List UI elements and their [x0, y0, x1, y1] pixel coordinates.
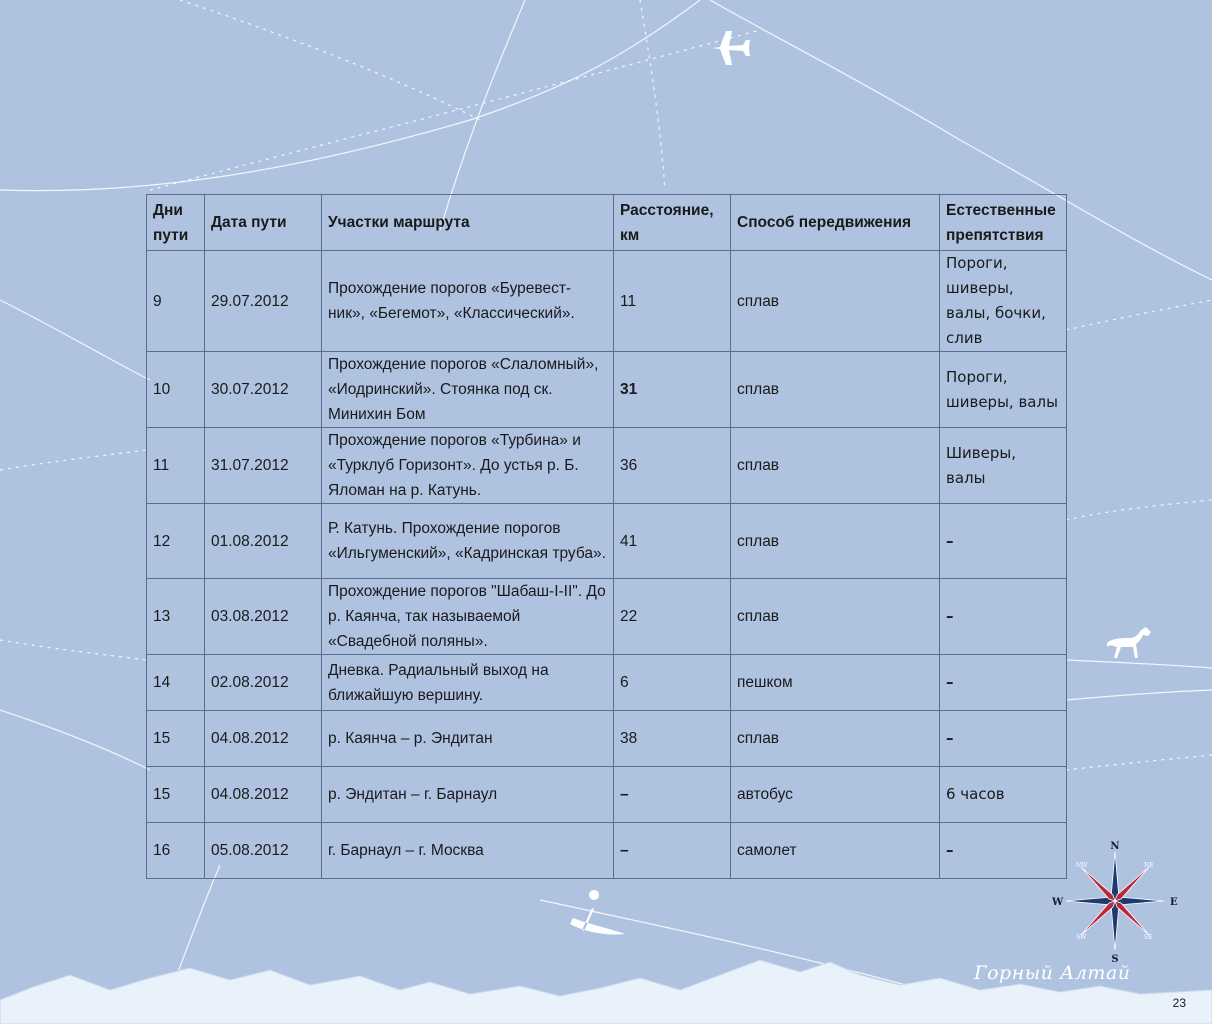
table-row — [147, 655, 1067, 711]
compass-w: W — [1052, 897, 1064, 908]
header-date: Дата пути — [205, 195, 322, 251]
cell-day: 13 — [147, 579, 205, 655]
cell-distance: 41 — [614, 504, 731, 579]
horse-icon — [1107, 627, 1151, 658]
cell-day: 10 — [147, 352, 205, 428]
cell-obstacles: – — [940, 579, 1067, 655]
cell-segment: р. Эндитан – г. Барнаул — [322, 767, 614, 823]
cell-transport: сплав — [731, 428, 940, 504]
cell-date: 02.08.2012 — [205, 655, 322, 711]
cell-transport: сплав — [731, 504, 940, 579]
compass-n: N — [1110, 841, 1120, 852]
table-header-row — [147, 195, 1067, 251]
cell-date: 29.07.2012 — [205, 251, 322, 352]
table-row — [147, 767, 1067, 823]
cell-obstacles: Пороги, шиверы, валы — [940, 352, 1067, 428]
cell-transport: сплав — [731, 352, 940, 428]
cell-transport: автобус — [731, 767, 940, 823]
cell-distance: 11 — [614, 251, 731, 352]
airplane-icon — [712, 31, 750, 65]
compass-nw: NW — [1076, 862, 1088, 869]
compass-ne: NE — [1144, 862, 1154, 869]
cell-obstacles: – — [940, 504, 1067, 579]
cell-obstacles: Пороги, шиверы, валы, бочки, слив — [940, 251, 1067, 352]
table-row — [147, 579, 1067, 655]
cell-obstacles: – — [940, 711, 1067, 767]
cell-obstacles: – — [940, 823, 1067, 879]
table-row — [147, 504, 1067, 579]
cell-day: 16 — [147, 823, 205, 879]
compass-s: S — [1111, 954, 1119, 965]
cell-transport: самолет — [731, 823, 940, 879]
brand-signature: Горный Алтай — [974, 962, 1131, 984]
cell-date: 30.07.2012 — [205, 352, 322, 428]
compass-sw: SW — [1076, 934, 1087, 941]
cell-date: 04.08.2012 — [205, 711, 322, 767]
header-obstacles: Естественные препятствия — [940, 195, 1067, 251]
cell-day: 14 — [147, 655, 205, 711]
cell-segment: Дневка. Радиальный выход на ближайшую вершину. — [322, 655, 614, 711]
cell-day: 15 — [147, 711, 205, 767]
cell-transport: сплав — [731, 579, 940, 655]
header-distance: Расстояние, км — [614, 195, 731, 251]
compass-rose — [1051, 841, 1178, 965]
cell-segment: Прохождение порогов «Буревест-ник», «Бегемот», «Классический». — [322, 251, 614, 352]
cell-day: 11 — [147, 428, 205, 504]
cell-day: 9 — [147, 251, 205, 352]
cell-segment: р. Каянча – р. Эндитан — [322, 711, 614, 767]
cell-day: 15 — [147, 767, 205, 823]
cell-segment: Прохождение порогов «Слаломный», «Иодринский». Стоянка под ск. Минихин Бом — [322, 352, 614, 428]
cell-date: 05.08.2012 — [205, 823, 322, 879]
table-row — [147, 711, 1067, 767]
route-table — [146, 194, 1067, 879]
page-number: 23 — [1172, 996, 1186, 1010]
cell-obstacles: – — [940, 655, 1067, 711]
compass-se: SE — [1144, 934, 1153, 941]
cell-obstacles: Шиверы, валы — [940, 428, 1067, 504]
cell-transport: сплав — [731, 711, 940, 767]
cell-transport: сплав — [731, 251, 940, 352]
cell-segment: Р. Катунь. Прохождение порогов «Ильгуменский», «Кадринская труба». — [322, 504, 614, 579]
cell-distance: – — [614, 823, 731, 879]
header-days: Дни пути — [147, 195, 205, 251]
table-row — [147, 428, 1067, 504]
cell-date: 31.07.2012 — [205, 428, 322, 504]
cell-distance: 22 — [614, 579, 731, 655]
compass-e: E — [1170, 897, 1178, 908]
cell-distance: 38 — [614, 711, 731, 767]
cell-segment: Прохождение порогов «Турбина» и «Турклуб Горизонт». До устья р. Б. Яломан на р. Катунь. — [322, 428, 614, 504]
cell-distance: – — [614, 767, 731, 823]
table-row — [147, 251, 1067, 352]
cell-distance: 36 — [614, 428, 731, 504]
cell-date: 01.08.2012 — [205, 504, 322, 579]
cell-distance: 6 — [614, 655, 731, 711]
cell-distance: 31 — [614, 352, 731, 428]
cell-segment: Прохождение порогов "Шабаш-I-II". До р. Каянча, так называемой «Свадебной поляны». — [322, 579, 614, 655]
header-transport: Способ передвижения — [731, 195, 940, 251]
cell-transport: пешком — [731, 655, 940, 711]
cell-obstacles: 6 часов — [940, 767, 1067, 823]
table-row — [147, 352, 1067, 428]
header-segments: Участки маршрута — [322, 195, 614, 251]
table-row — [147, 823, 1067, 879]
cell-segment: г. Барнаул – г. Москва — [322, 823, 614, 879]
cell-date: 03.08.2012 — [205, 579, 322, 655]
cell-date: 04.08.2012 — [205, 767, 322, 823]
cell-day: 12 — [147, 504, 205, 579]
